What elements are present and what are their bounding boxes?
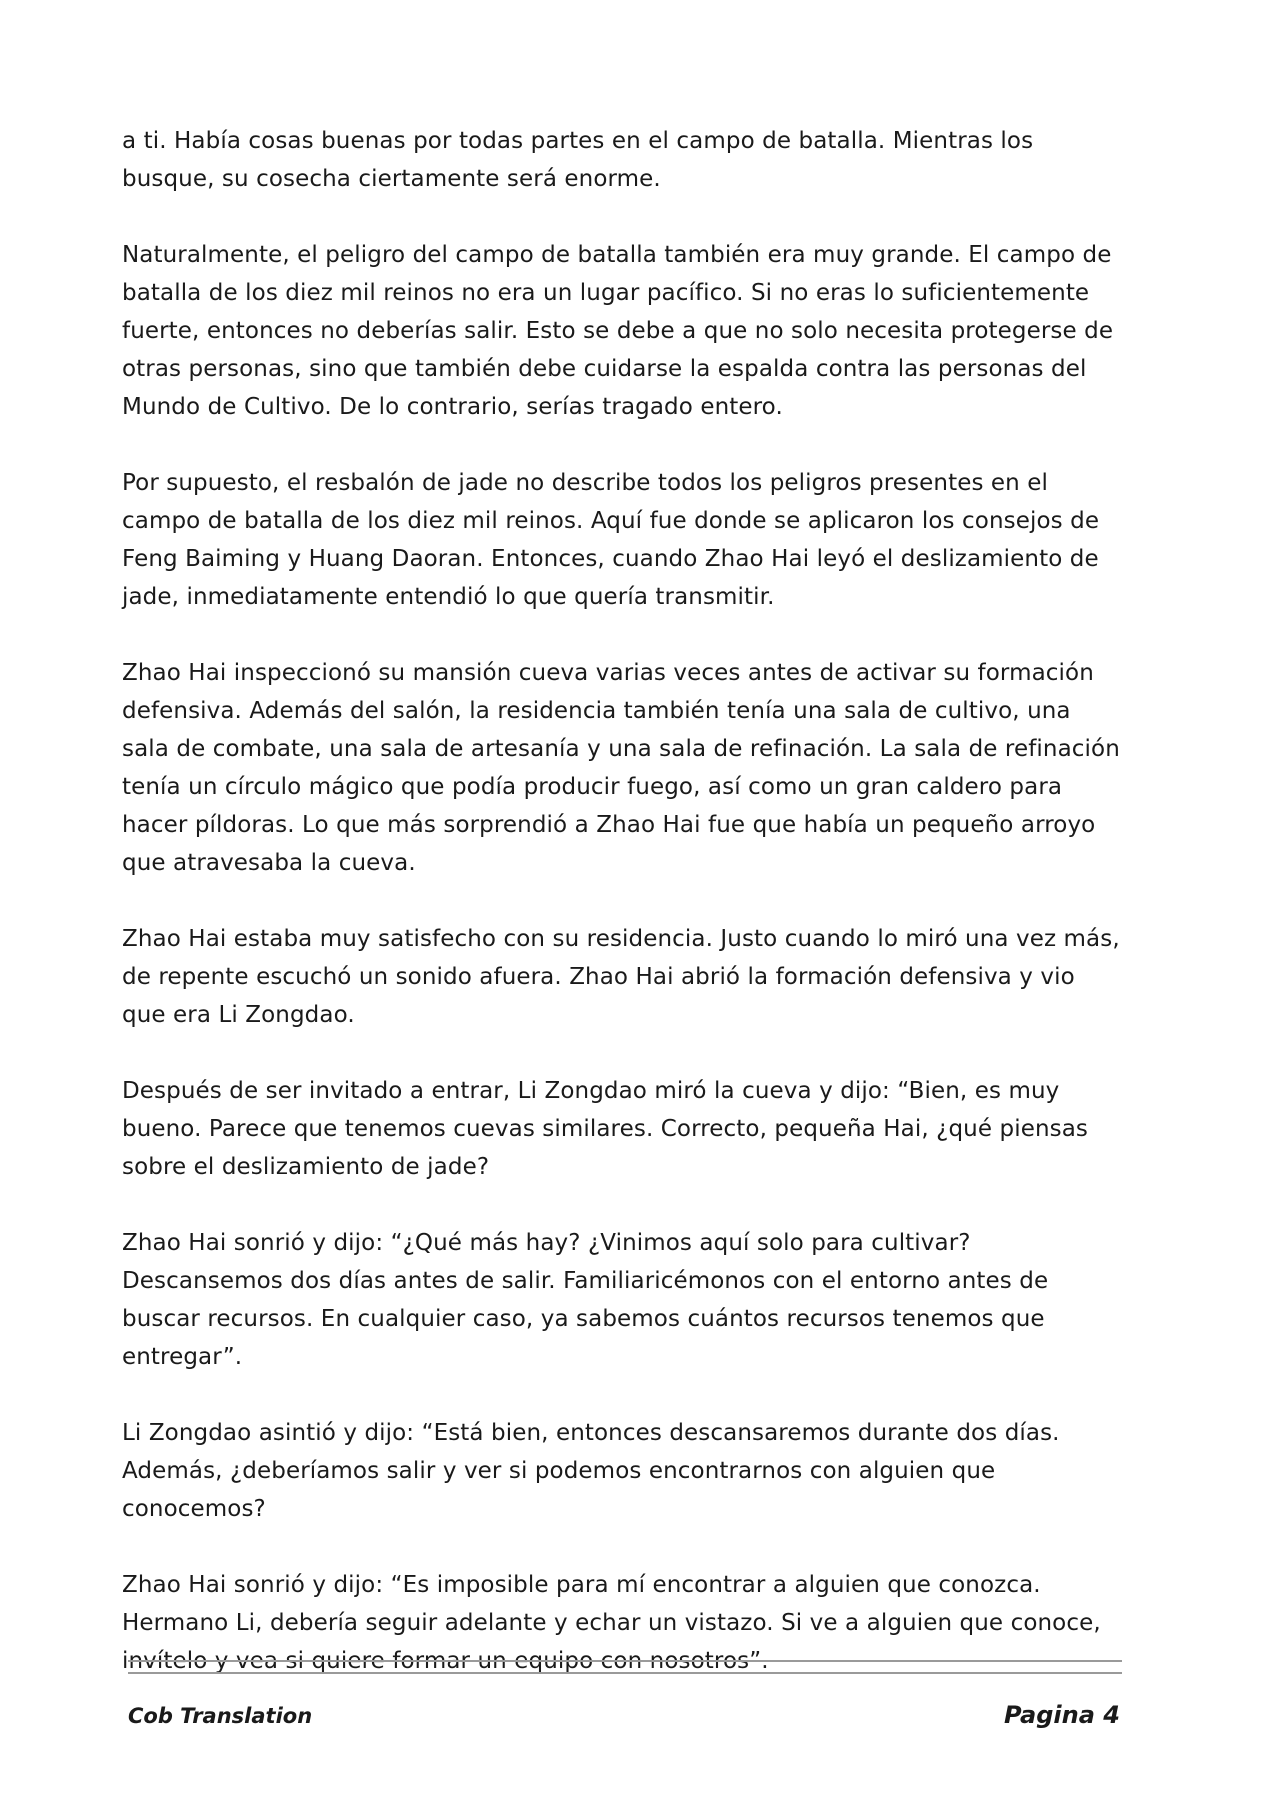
- paragraph: Zhao Hai sonrió y dijo: “¿Qué más hay? ¿Vinimos aquí solo para cultivar? Descansemos dos días antes de salir. Familiaricémonos con el entorno antes de buscar recursos. En cualquier caso, ya sabemos cuántos recursos tenemos que entregar”.: [122, 1230, 1049, 1370]
- paragraph: Li Zongdao asintió y dijo: “Está bien, entonces descansaremos durante dos días. Además, ¿deberíamos salir y ver si podemos encontrarnos con alguien que conocemos?: [122, 1420, 1060, 1522]
- footer-page-number: Pagina 4: [1004, 1701, 1120, 1729]
- paragraph: Zhao Hai inspeccionó su mansión cueva varias veces antes de activar su formación defensiva. Además del salón, la residencia también tenía una sala de cultivo, una sala de combate, una sala de artesanía y una sala de refinación. La sala de refinación tenía un círculo mágico que podía producir fuego, así como un gran caldero para hacer píldoras. Lo que más sorprendió a Zhao Hai fue que había un pequeño arroyo que atravesaba la cueva.: [122, 660, 1120, 876]
- footer-translator-credit: Cob Translation: [128, 1704, 313, 1728]
- paragraph: Zhao Hai estaba muy satisfecho con su residencia. Justo cuando lo miró una vez más, de repente escuchó un sonido afuera. Zhao Hai abrió la formación defensiva y vio que era Li Zongdao.: [122, 926, 1120, 1028]
- paragraph: Zhao Hai sonrió y dijo: “Es imposible para mí encontrar a alguien que conozca. Hermano Li, debería seguir adelante y echar un vistazo. Si ve a alguien que conoce, invítelo y vea si quiere formar un equipo con nosotros”.: [122, 1572, 1101, 1674]
- footer-divider: [128, 1672, 1122, 1674]
- body-text: [122, 122, 1122, 1718]
- paragraph: Después de ser invitado a entrar, Li Zongdao miró la cueva y dijo: “Bien, es muy bueno. Parece que tenemos cuevas similares. Correcto, pequeña Hai, ¿qué piensas sobre el deslizamiento de jade?: [122, 1078, 1088, 1180]
- paragraph: a ti. Había cosas buenas por todas partes en el campo de batalla. Mientras los busque, su cosecha ciertamente será enorme.: [122, 128, 1034, 192]
- footer-divider: [128, 1660, 1122, 1662]
- paragraph: Naturalmente, el peligro del campo de batalla también era muy grande. El campo de batalla de los diez mil reinos no era un lugar pacífico. Si no eras lo suficientemente fuerte, entonces no deberías salir. Esto se debe a que no solo necesita protegerse de otras personas, sino que también debe cuidarse la espalda contra las personas del Mundo de Cultivo. De lo contrario, serías tragado entero.: [122, 242, 1114, 420]
- paragraph: Por supuesto, el resbalón de jade no describe todos los peligros presentes en el campo de batalla de los diez mil reinos. Aquí fue donde se aplicaron los consejos de Feng Baiming y Huang Daoran. Entonces, cuando Zhao Hai leyó el deslizamiento de jade, inmediatamente entendió lo que quería transmitir.: [122, 470, 1100, 610]
